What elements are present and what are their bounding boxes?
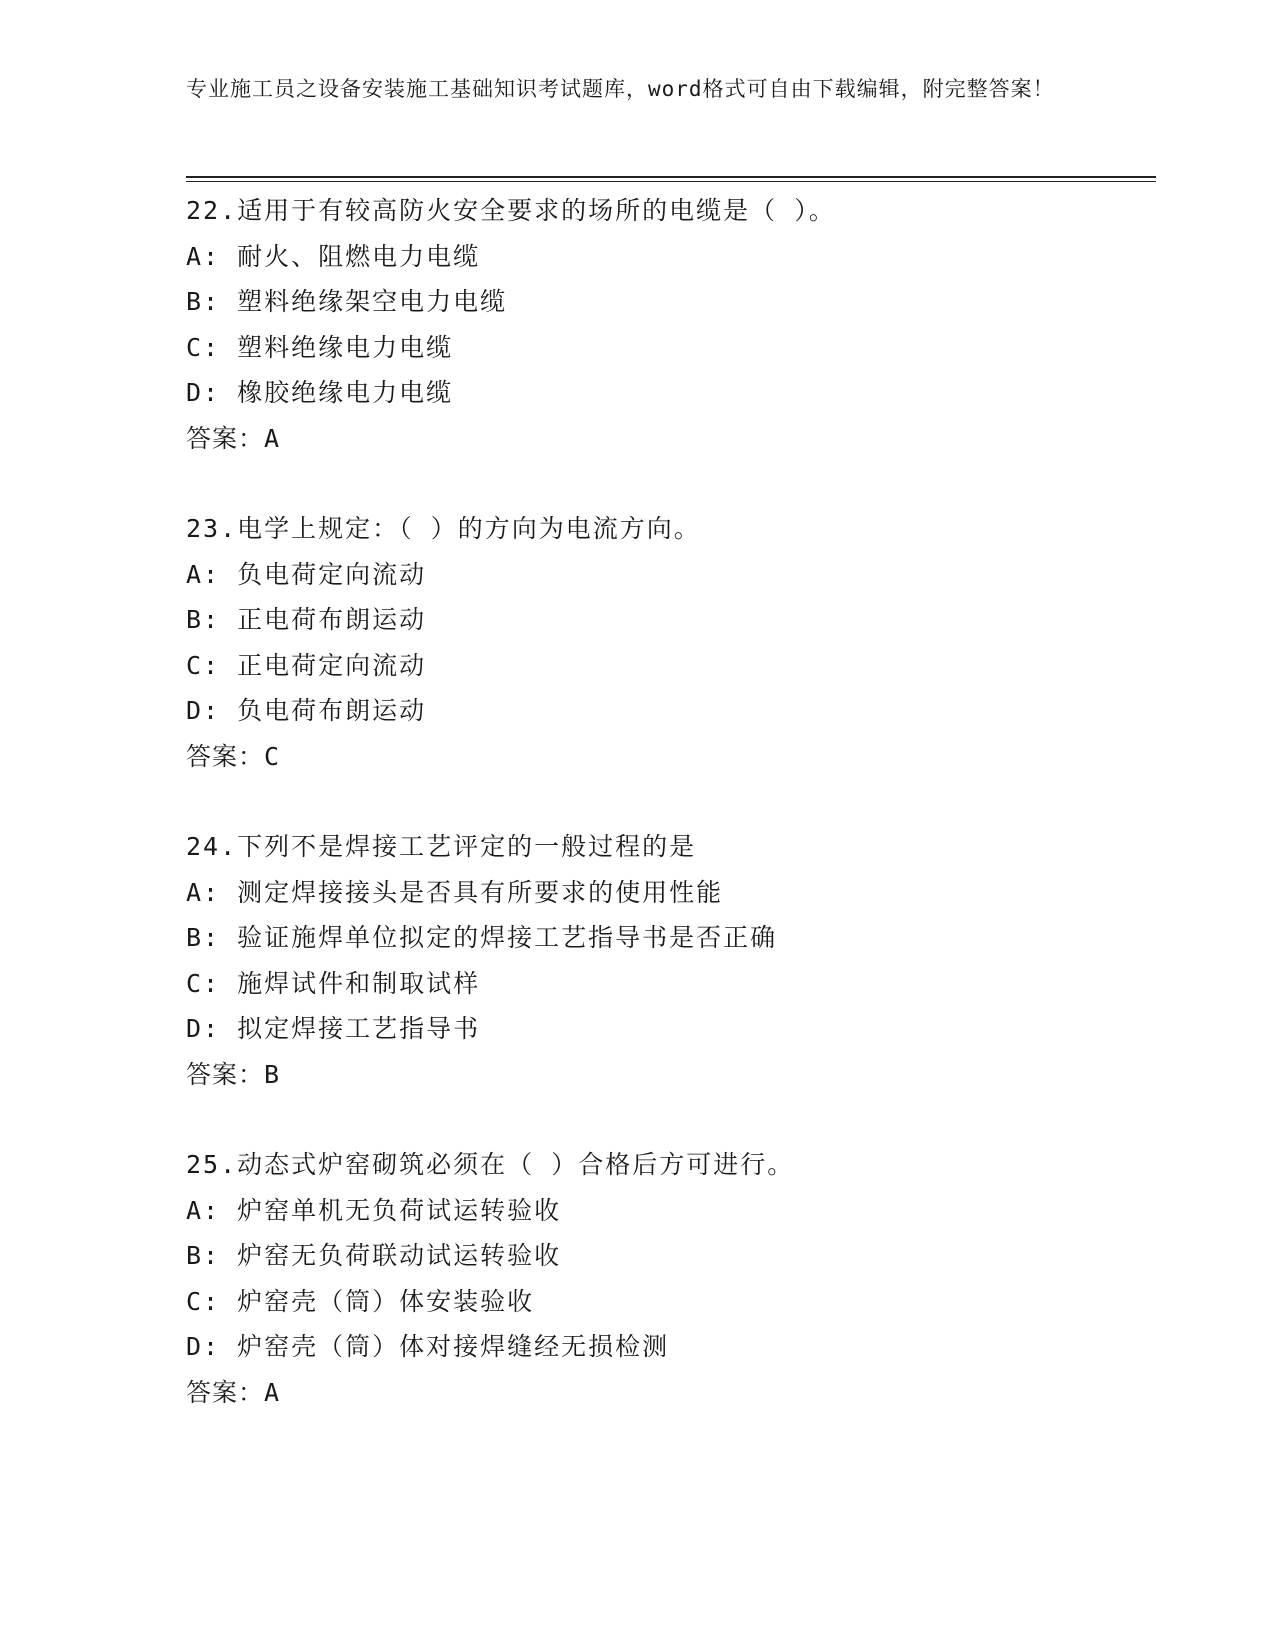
answer-line bbox=[186, 1370, 1156, 1416]
option-a: A: 耐火、阻燃电力电缆 bbox=[186, 241, 481, 271]
question-22 bbox=[186, 188, 1156, 461]
header-divider-thick bbox=[186, 176, 1156, 178]
header-divider-thin bbox=[186, 181, 1156, 182]
option-b: B: 正电荷布朗运动 bbox=[186, 605, 427, 634]
answer-value: B bbox=[264, 1059, 280, 1089]
answer-value: A bbox=[264, 423, 280, 453]
answer-label: 答案： bbox=[186, 423, 265, 453]
answer-line bbox=[186, 416, 1156, 462]
question-list bbox=[186, 188, 1156, 1415]
option-d: D: 橡胶绝缘电力电缆 bbox=[186, 378, 454, 407]
question-stem: 24.下列不是焊接工艺评定的一般过程的是 bbox=[186, 832, 697, 861]
option-a: A: 炉窑单机无负荷试运转验收 bbox=[186, 1195, 562, 1225]
option-d: D: 拟定焊接工艺指导书 bbox=[186, 1014, 481, 1043]
option-c: C: 施焊试件和制取试样 bbox=[186, 968, 481, 998]
option-b: B: 塑料绝缘架空电力电缆 bbox=[186, 287, 508, 316]
answer-value: C bbox=[264, 741, 280, 771]
option-c: C: 塑料绝缘电力电缆 bbox=[186, 332, 454, 362]
question-stem: 23.电学上规定：（ ）的方向为电流方向。 bbox=[186, 514, 701, 543]
answer-label: 答案： bbox=[186, 1377, 265, 1407]
document-header: 专业施工员之设备安装施工基础知识考试题库，word格式可自由下载编辑，附完整答案！ bbox=[186, 77, 1055, 101]
option-d: D: 负电荷布朗运动 bbox=[186, 696, 427, 725]
option-a: A: 测定焊接接头是否具有所要求的使用性能 bbox=[186, 877, 724, 907]
option-b: B: 验证施焊单位拟定的焊接工艺指导书是否正确 bbox=[186, 923, 778, 952]
answer-line bbox=[186, 734, 1156, 780]
option-c: C: 正电荷定向流动 bbox=[186, 650, 427, 680]
question-stem: 25.动态式炉窑砌筑必须在（ ）合格后方可进行。 bbox=[186, 1150, 795, 1179]
question-25 bbox=[186, 1142, 1156, 1415]
answer-label: 答案： bbox=[186, 741, 265, 771]
answer-value: A bbox=[264, 1377, 280, 1407]
option-d: D: 炉窑壳（筒）体对接焊缝经无损检测 bbox=[186, 1332, 670, 1361]
answer-line bbox=[186, 1052, 1156, 1098]
option-a: A: 负电荷定向流动 bbox=[186, 559, 427, 589]
question-24 bbox=[186, 824, 1156, 1097]
answer-label: 答案： bbox=[186, 1059, 265, 1089]
option-b: B: 炉窑无负荷联动试运转验收 bbox=[186, 1241, 562, 1270]
question-stem: 22.适用于有较高防火安全要求的场所的电缆是（ ）。 bbox=[186, 196, 836, 225]
question-23 bbox=[186, 506, 1156, 779]
option-c: C: 炉窑壳（筒）体安装验收 bbox=[186, 1286, 535, 1316]
